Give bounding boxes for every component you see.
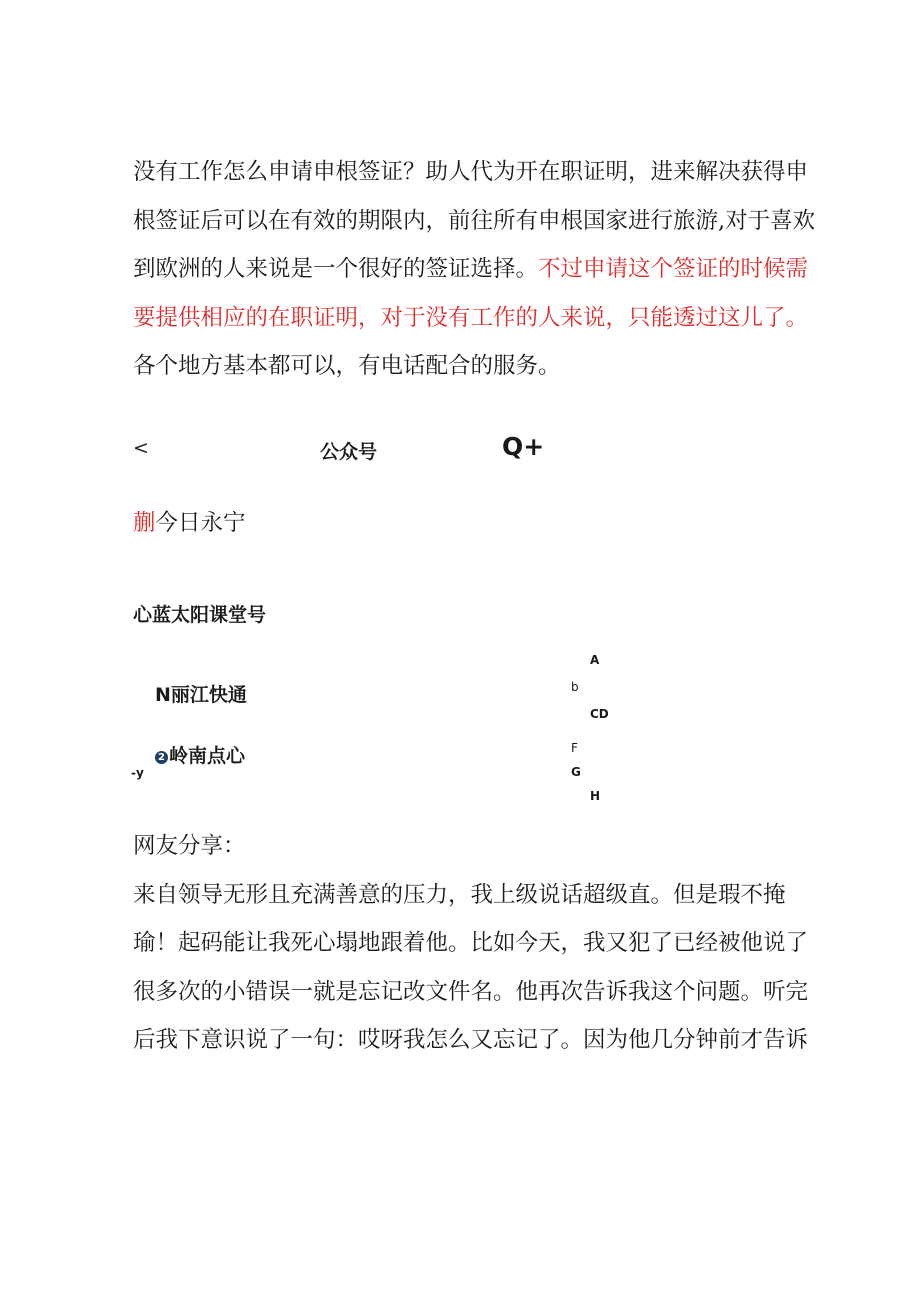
account-item-jinri-yongning[interactable]	[133, 505, 246, 537]
search-add-button[interactable]: Q+	[502, 432, 545, 461]
alpha-index-item[interactable]: b	[571, 680, 579, 694]
alpha-index-item[interactable]: A	[590, 653, 600, 667]
intro-line: 要提供相应的在职证明，对于没有工作的人来说，只能透过这儿了。	[133, 304, 809, 331]
alpha-index-item[interactable]: F	[571, 741, 578, 755]
text-fragment: -y	[131, 766, 144, 780]
intro-paragraph	[133, 148, 816, 391]
alpha-index-item[interactable]: G	[571, 765, 581, 779]
page-title: 公众号	[320, 441, 378, 463]
share-line: 来自领导无形且充满善意的压力，我上级说话超级直。但是瑕不掩	[133, 881, 786, 908]
alpha-index-item[interactable]: H	[590, 789, 601, 803]
account-name: 今日永宁	[155, 510, 246, 536]
back-button[interactable]: <	[133, 437, 149, 459]
intro-line: 没有工作怎么申请申根签证？助人代为开在职证明，进来解决获得申	[133, 159, 809, 185]
number-badge: 2	[155, 751, 168, 764]
alpha-index-item[interactable]: CD	[590, 707, 609, 721]
account-icon: 蒯	[133, 510, 156, 536]
intro-line: 到欧洲的人来说是一个很好的签证选择。不过申请这个签证的时候需	[133, 256, 809, 282]
list-item[interactable]: N丽江快通	[155, 684, 247, 706]
list-item[interactable]: 心蓝太阳课堂号	[133, 604, 267, 626]
share-line: 很多次的小错误一就是忘记改文件名。他再次告诉我这个问题。听完	[133, 978, 809, 1005]
share-line: 瑜！起码能让我死心塌地跟着他。比如今天，我又犯了已经被他说了	[133, 930, 809, 956]
share-section	[133, 822, 809, 1065]
intro-line: 根签证后可以在有效的期限内，前往所有申根国家进行旅游,对于喜欢	[133, 207, 816, 234]
share-heading: 网友分享：	[133, 833, 246, 859]
list-item-label: 岭南点心	[169, 745, 246, 767]
list-item[interactable]	[155, 741, 245, 768]
share-line: 后我下意识说了一句：哎呀我怎么又忘记了。因为他几分钟前才告诉	[133, 1027, 809, 1053]
intro-line: 各个地方基本都可以，有电话配合的服务。	[133, 353, 561, 379]
